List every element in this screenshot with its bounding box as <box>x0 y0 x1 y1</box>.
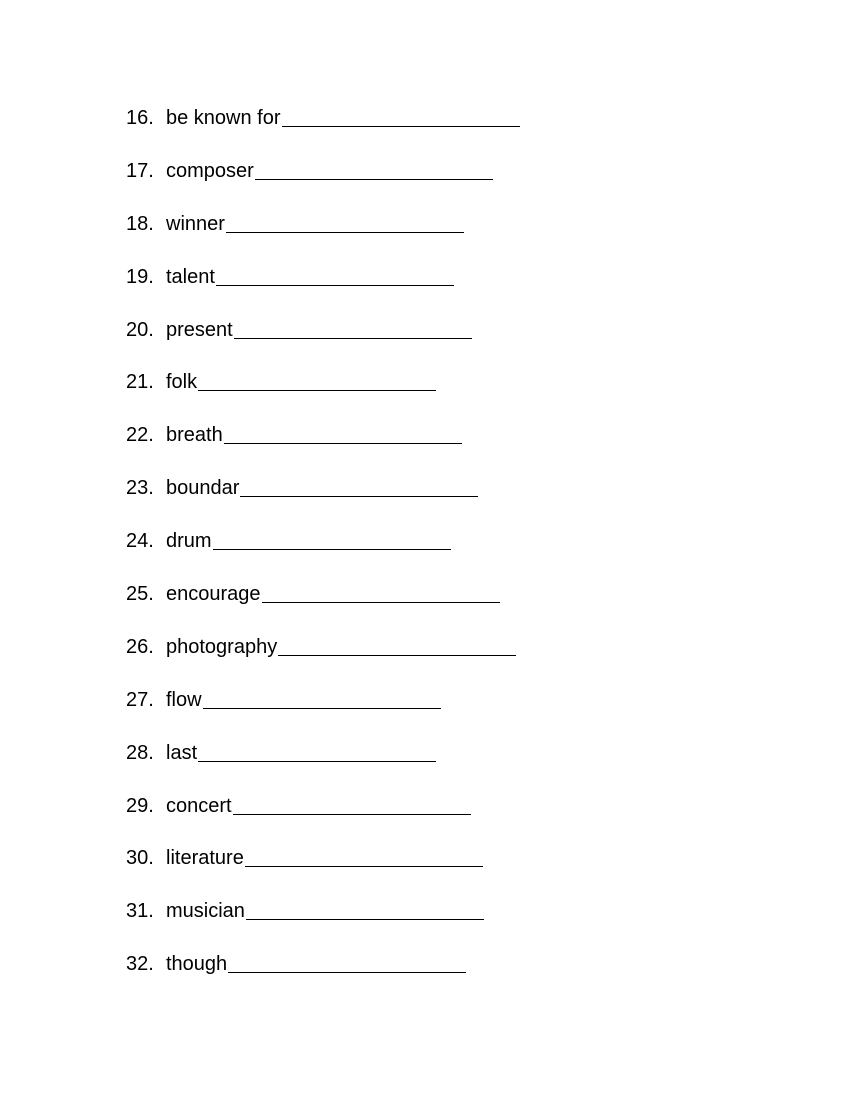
item-number: 18. <box>126 212 154 235</box>
item-number: 21. <box>126 371 154 394</box>
answer-blank[interactable] <box>234 316 472 339</box>
item-word: composer <box>166 159 254 182</box>
item-number: 27. <box>126 688 154 711</box>
item-number: 23. <box>126 477 154 500</box>
item-number: 20. <box>126 318 154 341</box>
list-item <box>126 739 520 792</box>
item-number: 24. <box>126 530 154 553</box>
item-number: 22. <box>126 424 154 447</box>
item-word: last <box>166 741 198 764</box>
item-word: photography <box>166 635 278 658</box>
answer-blank[interactable] <box>278 633 516 656</box>
list-item <box>126 368 520 421</box>
item-number: 19. <box>126 265 154 288</box>
item-word: folk <box>166 371 198 394</box>
item-number: 26. <box>126 635 154 658</box>
item-word: literature <box>166 847 244 870</box>
list-item <box>126 527 520 580</box>
item-number: 25. <box>126 583 154 606</box>
answer-blank[interactable] <box>282 104 520 127</box>
answer-blank[interactable] <box>203 686 441 709</box>
answer-blank[interactable] <box>245 844 483 867</box>
item-word: present <box>166 318 233 341</box>
item-number: 31. <box>126 900 154 923</box>
answer-blank[interactable] <box>262 580 500 603</box>
item-word: encourage <box>166 583 261 606</box>
list-item <box>126 157 520 210</box>
answer-blank[interactable] <box>240 474 478 497</box>
answer-blank[interactable] <box>216 263 454 286</box>
vocabulary-list <box>126 104 520 1003</box>
list-item <box>126 263 520 316</box>
answer-blank[interactable] <box>198 739 436 762</box>
answer-blank[interactable] <box>224 421 462 444</box>
answer-blank[interactable] <box>213 527 451 550</box>
item-number: 29. <box>126 794 154 817</box>
list-item <box>126 844 520 897</box>
item-word: be known for <box>166 107 281 129</box>
item-word: concert <box>166 794 232 817</box>
item-number: 16. <box>126 107 154 129</box>
item-word: musician <box>166 900 245 923</box>
item-number: 32. <box>126 953 154 976</box>
answer-blank[interactable] <box>255 157 493 180</box>
list-item <box>126 950 520 1003</box>
item-number: 30. <box>126 847 154 870</box>
list-item <box>126 474 520 527</box>
item-word: talent <box>166 265 215 288</box>
item-word: boundar <box>166 477 240 500</box>
list-item <box>126 897 520 950</box>
list-item <box>126 686 520 739</box>
list-item <box>126 210 520 263</box>
list-item <box>126 792 520 845</box>
answer-blank[interactable] <box>246 897 484 920</box>
item-word: though <box>166 953 228 976</box>
list-item <box>126 104 520 157</box>
list-item <box>126 421 520 474</box>
answer-blank[interactable] <box>226 210 464 233</box>
list-item <box>126 633 520 686</box>
answer-blank[interactable] <box>228 950 466 973</box>
item-number: 17. <box>126 159 154 182</box>
item-number: 28. <box>126 741 154 764</box>
list-item <box>126 580 520 633</box>
item-word: flow <box>166 688 202 711</box>
item-word: breath <box>166 424 223 447</box>
item-word: winner <box>166 212 225 235</box>
item-word: drum <box>166 530 212 553</box>
list-item <box>126 316 520 369</box>
answer-blank[interactable] <box>233 792 471 815</box>
answer-blank[interactable] <box>198 368 436 391</box>
